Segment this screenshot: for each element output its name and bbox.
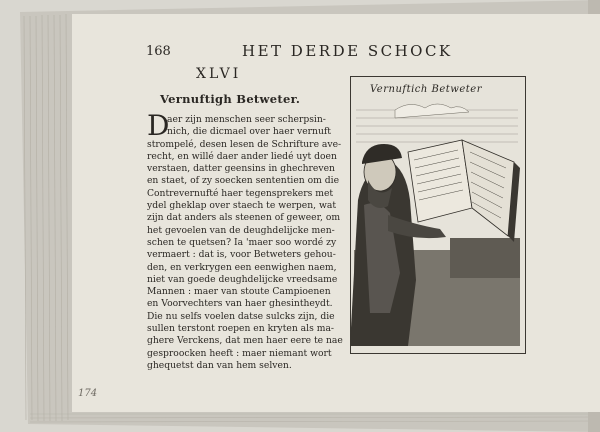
body-line: Contrevernufté haer tegensprekers met — [147, 187, 334, 199]
desk-shape — [450, 238, 520, 278]
running-head: HET DERDE SCHOCK — [242, 42, 453, 60]
body-line: gesproocken heeft : maer niemant wort — [147, 347, 332, 359]
body-line: ghere Verckens, dat men haer eere te nae — [147, 335, 343, 347]
body-line: recht, en willé daer ander liedé uyt doen — [147, 150, 337, 162]
body-line: nich, die dicmael over haer vernuft — [167, 126, 331, 138]
chapter-number: XLVI — [196, 66, 242, 82]
chapter-title: Vernuftigh Betweter. — [160, 92, 301, 106]
body-line: den, en verkrygen een eenwighen naem, — [147, 261, 337, 273]
body-line: sullen terstont roepen en kryten als ma- — [147, 323, 335, 335]
figure-cap — [362, 144, 402, 164]
engraving-scene — [350, 104, 520, 346]
folio-note: 174 — [78, 388, 98, 399]
body-line: het gevoelen van de deughdelijcke men- — [147, 224, 335, 236]
page-number: 168 — [146, 44, 171, 59]
body-line: vermaert : dat is, voor Betweters gehou- — [147, 249, 336, 261]
body-line: ghequetst dan van hem selven. — [147, 359, 292, 371]
body-line: Mannen : maer van stoute Campioenen — [147, 286, 331, 298]
body-line: en Voorvechters van haer ghesintheydt. — [147, 298, 333, 310]
illustration-caption: Vernuftich Betweter — [370, 84, 482, 95]
body-line: ydel gheklap over staech te werpen, wat — [147, 200, 337, 212]
body-line: strompelé, desen lesen de Schrifture ave- — [147, 138, 342, 150]
body-line: zijn dat anders als steenen of geweer, om — [147, 212, 341, 224]
body-line: aer zijn menschen seer scherpsin- — [167, 114, 326, 125]
body-line: Die nu selfs voelen datse sulcks zijn, die — [147, 310, 335, 322]
cloud-shape — [395, 104, 469, 118]
body-line: niet van goede deughdelijcke vreedsame — [147, 273, 338, 285]
body-line: verstaen, datter geensins in ghechreven — [147, 163, 335, 175]
body-line: en staet, of zy soecken sententien om die — [147, 175, 340, 187]
body-line: schen te quetsen? Ia 'maer soo wordé zy — [147, 236, 337, 248]
drop-cap: D — [147, 109, 170, 142]
